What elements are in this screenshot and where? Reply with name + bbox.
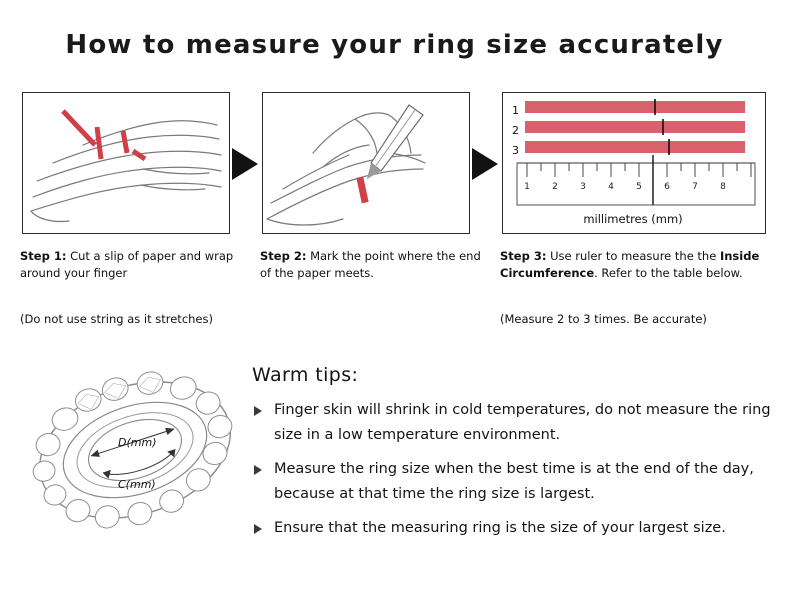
strip-number-2: 2 <box>512 124 519 137</box>
step-1-note: (Do not use string as it stretches) <box>20 312 213 326</box>
triangle-bullet-icon <box>254 524 262 534</box>
strip-number-1: 1 <box>512 104 519 117</box>
svg-text:5: 5 <box>636 182 642 192</box>
hand-with-paper-strip-drawing <box>23 93 229 233</box>
svg-text:8: 8 <box>720 182 726 192</box>
svg-text:6: 6 <box>664 182 670 192</box>
step-1-caption <box>20 248 248 282</box>
svg-text:3: 3 <box>580 182 586 192</box>
step-2-caption <box>260 248 488 282</box>
warm-tips-list <box>252 398 772 550</box>
svg-text:1: 1 <box>524 182 530 192</box>
list-item <box>252 457 772 507</box>
step-3-label: Step 3: <box>500 249 547 263</box>
step-3-caption <box>500 248 768 282</box>
triangle-bullet-icon <box>254 406 262 416</box>
list-item <box>252 398 772 448</box>
triangle-bullet-icon <box>254 465 262 475</box>
pencil-icon <box>367 105 423 179</box>
step-3-text-emphasis: Inside Circumference <box>500 249 760 280</box>
ring-circumference-label: C(mm) <box>118 478 156 491</box>
step-1-label: Step 1: <box>20 249 67 263</box>
step-1-illustration <box>22 92 230 234</box>
ring-diagram <box>20 350 250 550</box>
step-3-note: (Measure 2 to 3 times. Be accurate) <box>500 312 707 326</box>
tip-text: Finger skin will shrink in cold temperatures, do not measure the ring size in a low temperature environment. <box>274 402 771 443</box>
step-2-label: Step 2: <box>260 249 307 263</box>
ring-diameter-label: D(mm) <box>118 436 157 449</box>
step-2-text: Mark the point where the end of the paper meets. <box>260 249 481 280</box>
step-1-text: Cut a slip of paper and wrap around your finger <box>20 249 234 280</box>
step-3-text-tail: . Refer to the table below. <box>594 266 743 280</box>
svg-text:2: 2 <box>552 182 558 192</box>
step-3-text-lead: Use ruler to measure the the <box>550 249 720 263</box>
step-2-illustration <box>262 92 470 234</box>
list-item <box>252 516 772 541</box>
svg-text:7: 7 <box>692 182 698 192</box>
arrow-step1-to-step2 <box>232 148 258 180</box>
ruler-unit-caption: millimetres (mm) <box>583 212 683 226</box>
strip-number-3: 3 <box>512 144 519 157</box>
warm-tips-heading: Warm tips: <box>252 364 359 386</box>
hand-marking-paper-drawing <box>263 93 469 233</box>
tip-text: Ensure that the measuring ring is the size of your largest size. <box>274 520 726 536</box>
page-title: How to measure your ring size accurately <box>65 30 724 60</box>
svg-text:4: 4 <box>608 182 614 192</box>
tip-text: Measure the ring size when the best time is at the end of the day, because at that time the ring size is largest. <box>274 461 754 502</box>
arrow-step2-to-step3 <box>472 148 498 180</box>
eternity-ring-drawing <box>20 350 250 550</box>
